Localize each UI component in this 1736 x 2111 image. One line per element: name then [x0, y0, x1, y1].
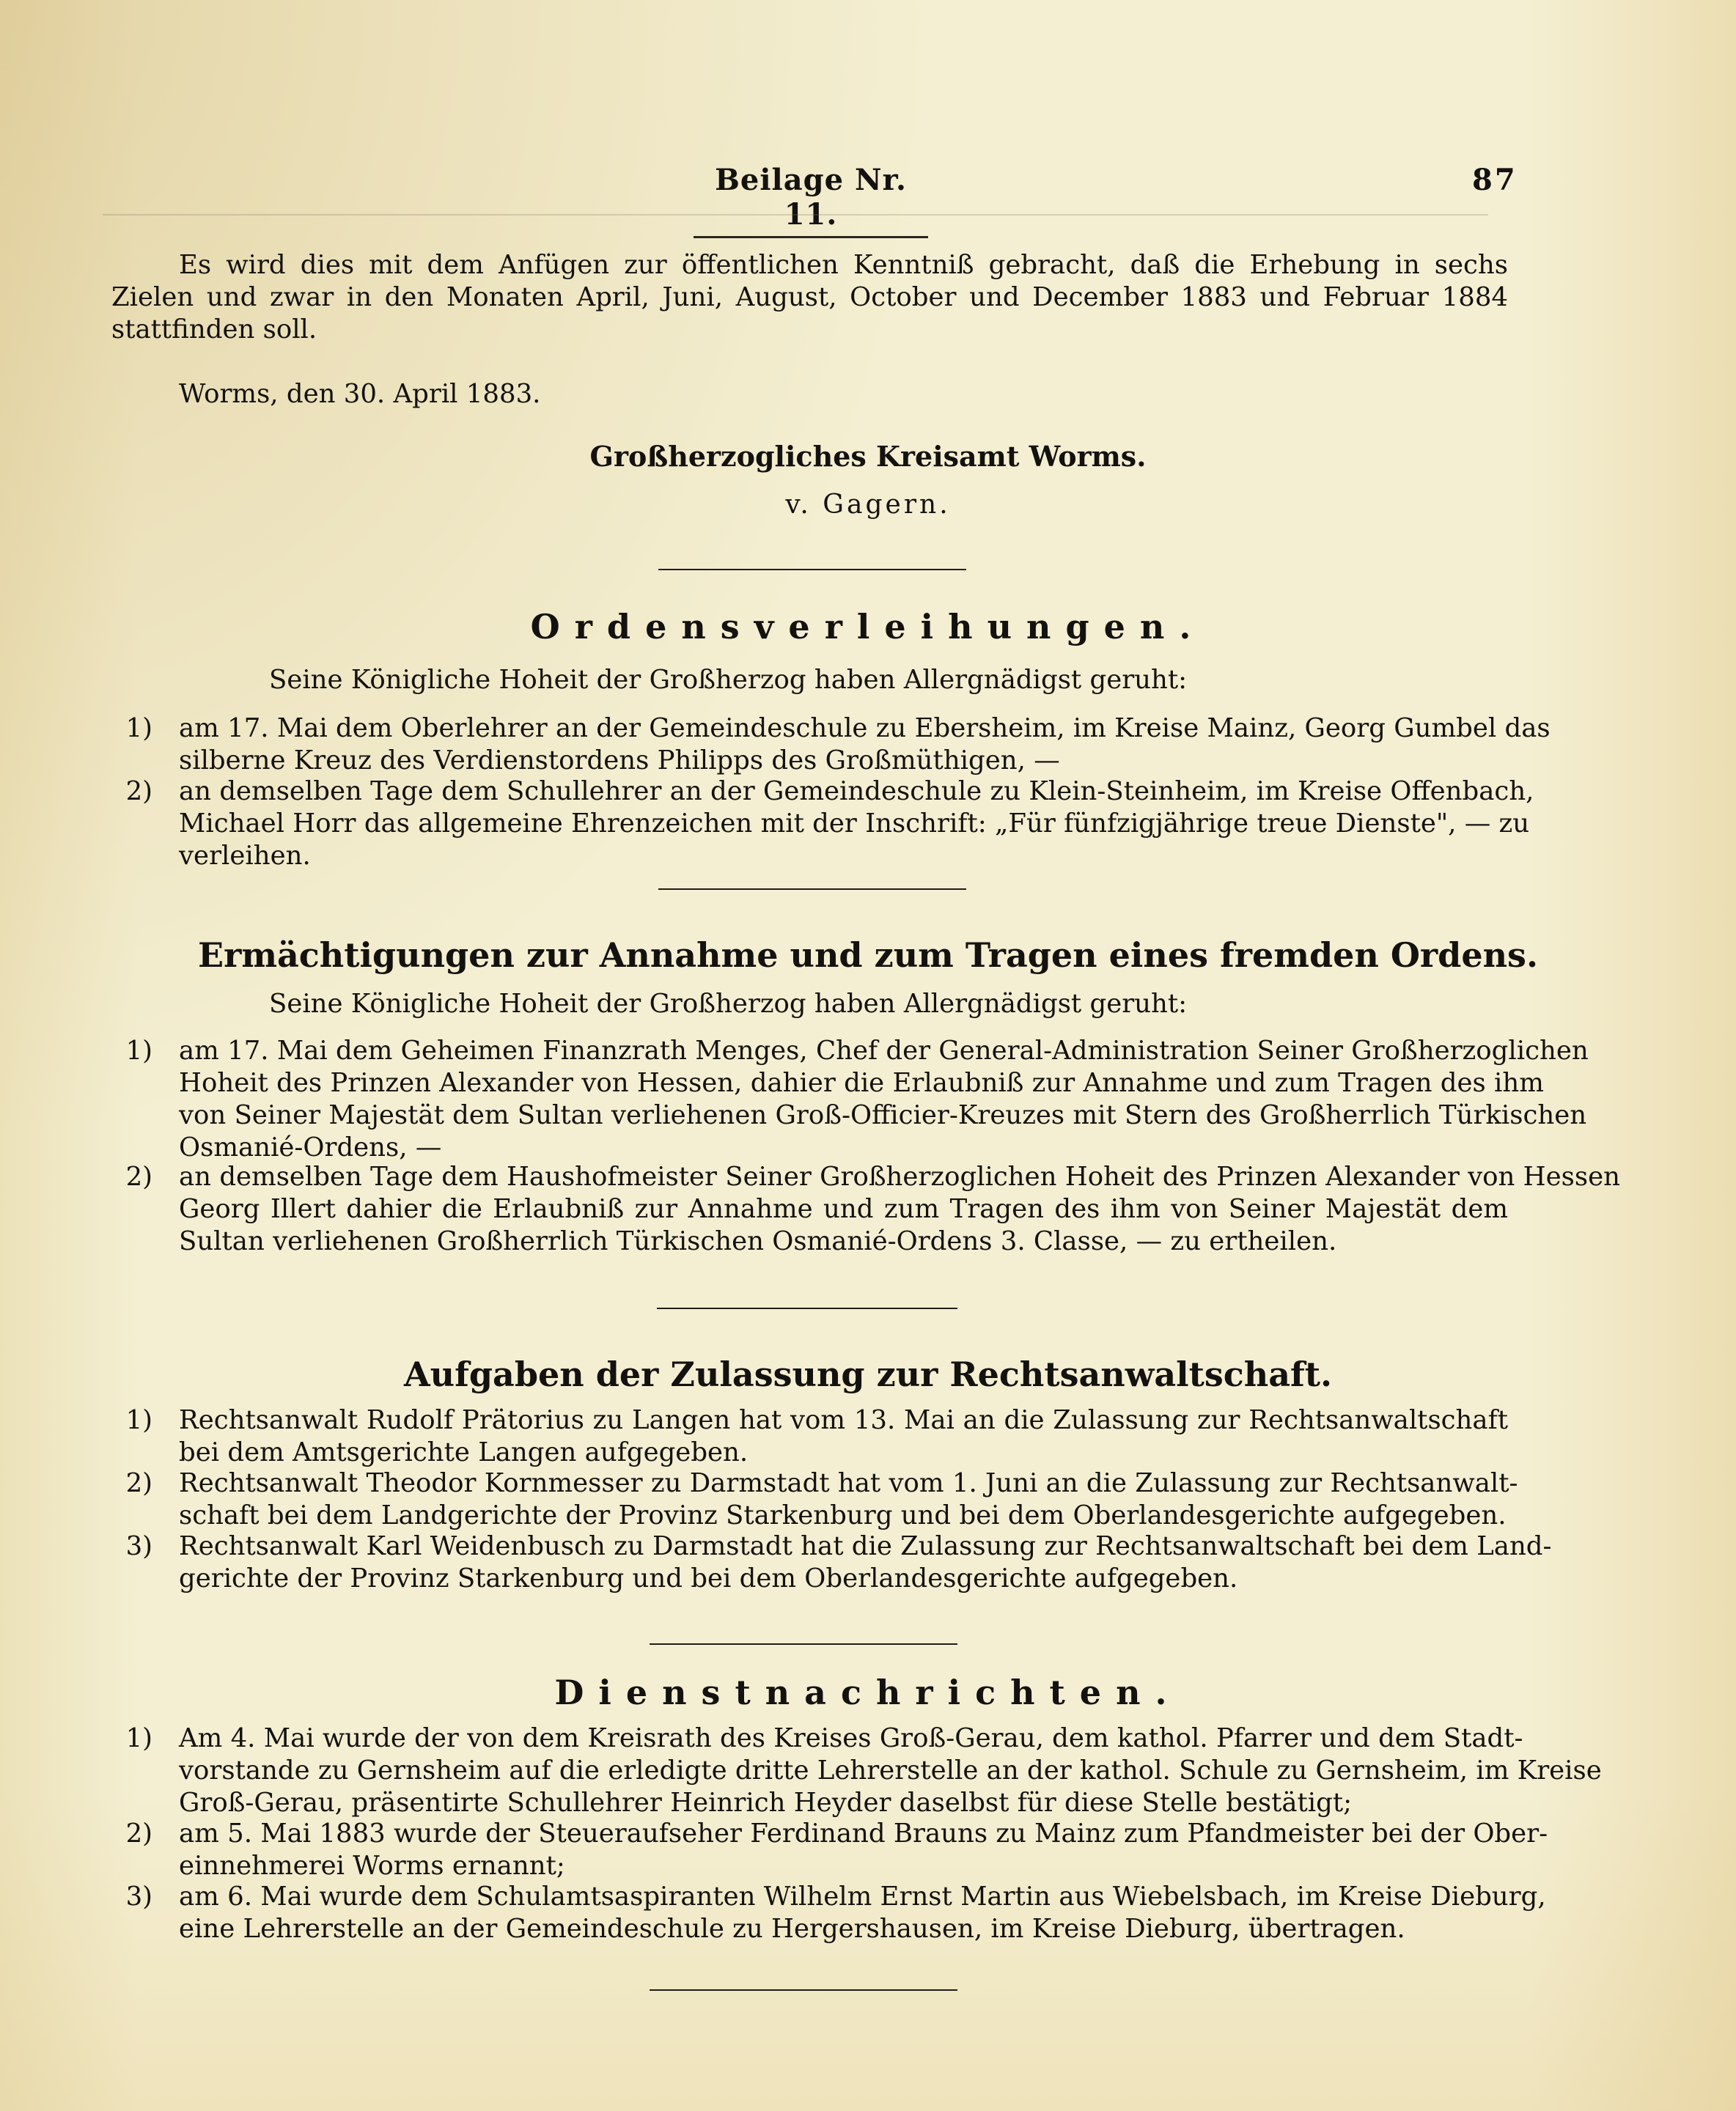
item-number: 1) — [125, 1036, 152, 1066]
text-line: Rechtsanwalt Rudolf Prätorius zu Langen hat vom 13. Mai an die Zulassung zur Rechtsanwaltschaft — [179, 1405, 1508, 1435]
item-number: 2) — [125, 1468, 152, 1498]
dateline: Worms, den 30. April 1883. — [179, 379, 541, 409]
list-item — [87, 1530, 1552, 1595]
running-head — [0, 163, 1736, 232]
list-item — [87, 1723, 1602, 1819]
text-line: Rechtsanwalt Theodor Kornmesser zu Darmstadt hat vom 1. Juni an die Zulassung zur Rechtsanwalt- — [179, 1468, 1518, 1498]
text-line: eine Lehrerstelle an der Gemeindeschule zu Hergershausen, im Kreise Dieburg, übertragen. — [179, 1914, 1405, 1944]
item-number: 3) — [125, 1531, 152, 1561]
list-item — [87, 1404, 1508, 1469]
section-title-dienstnachrichten: Dienstnachrichten. — [554, 1673, 1182, 1712]
item-number: 1) — [125, 713, 152, 743]
item-number: 3) — [125, 1882, 152, 1912]
list-item — [87, 1818, 1548, 1882]
text-line: Zielen und zwar in den Monaten April, Juni, August, October und December 1883 und Februar 1884 — [111, 282, 1508, 312]
item-number: 1) — [125, 1723, 152, 1753]
text-line: an demselben Tage dem Schullehrer an der Gemeindeschule zu Klein-Steinheim, im Kreise Offenbach, — [179, 776, 1534, 806]
list-item — [87, 1161, 1620, 1258]
text-line: am 5. Mai 1883 wurde der Steueraufseher Ferdinand Brauns zu Mainz zum Pfandmeister bei der Ober- — [179, 1819, 1548, 1849]
section-title-ordensverleihungen: Ordensverleihungen. — [530, 607, 1206, 646]
list-item — [87, 1035, 1589, 1164]
text-line: Hoheit des Prinzen Alexander von Hessen, dahier die Erlaubniß zur Annahme und zum Tragen des ihm — [179, 1068, 1544, 1098]
section-divider — [657, 1308, 957, 1309]
item-number: 2) — [125, 776, 152, 806]
list-item — [87, 775, 1534, 872]
text-line: schaft bei dem Landgerichte der Provinz Starkenburg und bei dem Oberlandesgerichte aufgegeben. — [179, 1500, 1507, 1530]
text-line: Groß-Gerau, präsentirte Schullehrer Heinrich Heyder daselbst für diese Stelle bestätigt; — [179, 1788, 1353, 1818]
item-number: 1) — [125, 1405, 152, 1435]
section-title-ermaechtigungen: Ermächtigungen zur Annahme und zum Tragen eines fremden Ordens. — [198, 935, 1538, 975]
header-rule — [103, 214, 1488, 215]
section-divider — [658, 569, 966, 570]
text-line: vorstande zu Gernsheim auf die erledigte dritte Lehrerstelle an der kathol. Schule zu Gernsheim, im Kreise — [179, 1756, 1602, 1786]
intro-paragraph — [111, 249, 1508, 346]
list-item — [87, 1881, 1546, 1945]
section-divider — [650, 1989, 957, 1991]
text-line: Michael Horr das allgemeine Ehrenzeichen mit der Inschrift: „Für fünfzigjährige treue Dienste", — zu — [179, 808, 1530, 839]
text-line: Am 4. Mai wurde der von dem Kreisrath des Kreises Groß-Gerau, dem kathol. Pfarrer und dem Stadt- — [179, 1723, 1523, 1753]
text-line: Georg Illert dahier die Erlaubniß zur Annahme und zum Tragen des ihm von Seiner Majestät dem — [179, 1194, 1508, 1224]
section-title-rechtsanwaltschaft: Aufgaben der Zulassung zur Rechtsanwaltschaft. — [403, 1355, 1333, 1394]
text-line: einnehmerei Worms ernannt; — [179, 1851, 565, 1881]
issuing-authority: Großherzogliches Kreisamt Worms. — [589, 440, 1147, 473]
text-line: von Seiner Majestät dem Sultan verliehenen Groß-Officier-Kreuzes mit Stern des Großherrlich Türkischen — [179, 1100, 1587, 1130]
list-item — [87, 712, 1551, 777]
text-line: silberne Kreuz des Verdienstordens Philipps des Großmüthigen, — — [179, 745, 1060, 775]
item-number: 2) — [125, 1819, 152, 1849]
text-line: Osmanié-Ordens, — — [179, 1132, 442, 1163]
section-preamble: Seine Königliche Hoheit der Großherzog haben Allergnädigst geruht: — [269, 989, 1188, 1019]
text-line: Sultan verliehenen Großherrlich Türkischen Osmanié-Ordens 3. Classe, — zu ertheilen. — [179, 1226, 1337, 1256]
text-line: stattfinden soll. — [111, 314, 317, 345]
text-line: gerichte der Provinz Starkenburg und bei dem Oberlandesgerichte aufgegeben. — [179, 1563, 1238, 1594]
text-line: verleihen. — [179, 841, 311, 871]
text-line: am 17. Mai dem Oberlehrer an der Gemeindeschule zu Ebersheim, im Kreise Mainz, Georg Gumbel das — [179, 713, 1551, 743]
text-line: Rechtsanwalt Karl Weidenbusch zu Darmstadt hat die Zulassung zur Rechtsanwaltschaft bei dem Land- — [179, 1531, 1552, 1561]
text-line: am 6. Mai wurde dem Schulamtsaspiranten Wilhelm Ernst Martin aus Wiebelsbach, im Kreise Dieburg, — [179, 1882, 1546, 1912]
text-line: Es wird dies mit dem Anfügen zur öffentlichen Kenntniß gebracht, daß die Erhebung in sechs — [179, 250, 1508, 280]
text-line: am 17. Mai dem Geheimen Finanzrath Menges, Chef der General-Administration Seiner Großherzoglichen — [179, 1036, 1589, 1066]
text-line: bei dem Amtsgerichte Langen aufgegeben. — [179, 1437, 749, 1467]
text-line: an demselben Tage dem Haushofmeister Seiner Großherzoglichen Hoheit des Prinzen Alexander von Hessen — [179, 1162, 1620, 1192]
section-divider — [650, 1643, 957, 1645]
item-number: 2) — [125, 1162, 152, 1192]
section-divider — [658, 888, 966, 890]
signatory: v. Gagern. — [785, 490, 951, 520]
supplement-title: Beilage Nr. 11. — [694, 163, 928, 238]
list-item — [87, 1467, 1518, 1532]
page-number: 87 — [1472, 163, 1518, 197]
section-preamble: Seine Königliche Hoheit der Großherzog haben Allergnädigst geruht: — [269, 665, 1188, 695]
